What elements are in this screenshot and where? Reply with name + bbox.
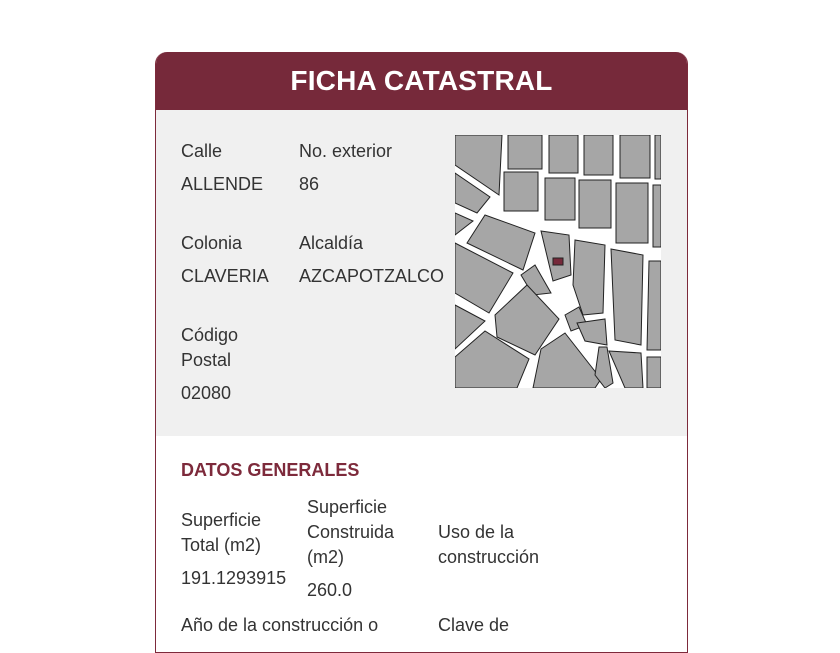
cadastral-card [155,52,688,653]
numero-exterior-value: 86 [299,174,320,194]
superficie-construida-value: 260.0 [307,580,353,600]
parcel-map [455,135,661,388]
alcaldia-label: Alcaldía [299,233,364,253]
calle-value: ALLENDE [181,174,264,194]
numero-exterior-label: No. exterior [299,141,393,161]
highlighted-parcel [553,258,563,265]
anio-construccion-label: Año de la construcción o [181,615,379,635]
superficie-construida-label-line3: (m2) [307,547,344,567]
general-data-title: DATOS GENERALES [181,460,360,480]
superficie-total-label-line2: Total (m2) [181,535,262,555]
address-panel [156,110,687,436]
codigo-postal-value: 02080 [181,383,232,403]
clave-label: Clave de [438,615,510,635]
calle-label: Calle [181,141,223,161]
superficie-construida-label-line1: Superficie [307,497,388,517]
card-title: FICHA CATASTRAL [290,65,553,96]
alcaldia-value: AZCAPOTZALCO [299,266,445,286]
superficie-construida-label-line2: Construida [307,522,395,542]
colonia-value: CLAVERIA [181,266,269,286]
superficie-total-label-line1: Superficie [181,510,262,530]
superficie-total-value: 191.1293915 [181,568,287,588]
parcel-map-icon [455,135,661,388]
general-data-section [156,436,687,653]
card-header [156,52,687,110]
colonia-label: Colonia [181,233,243,253]
uso-construccion-label-line2: construcción [438,547,540,567]
uso-construccion-label-line1: Uso de la [438,522,515,542]
codigo-postal-label-line1: Código [181,325,239,345]
codigo-postal-label-line2: Postal [181,350,232,370]
